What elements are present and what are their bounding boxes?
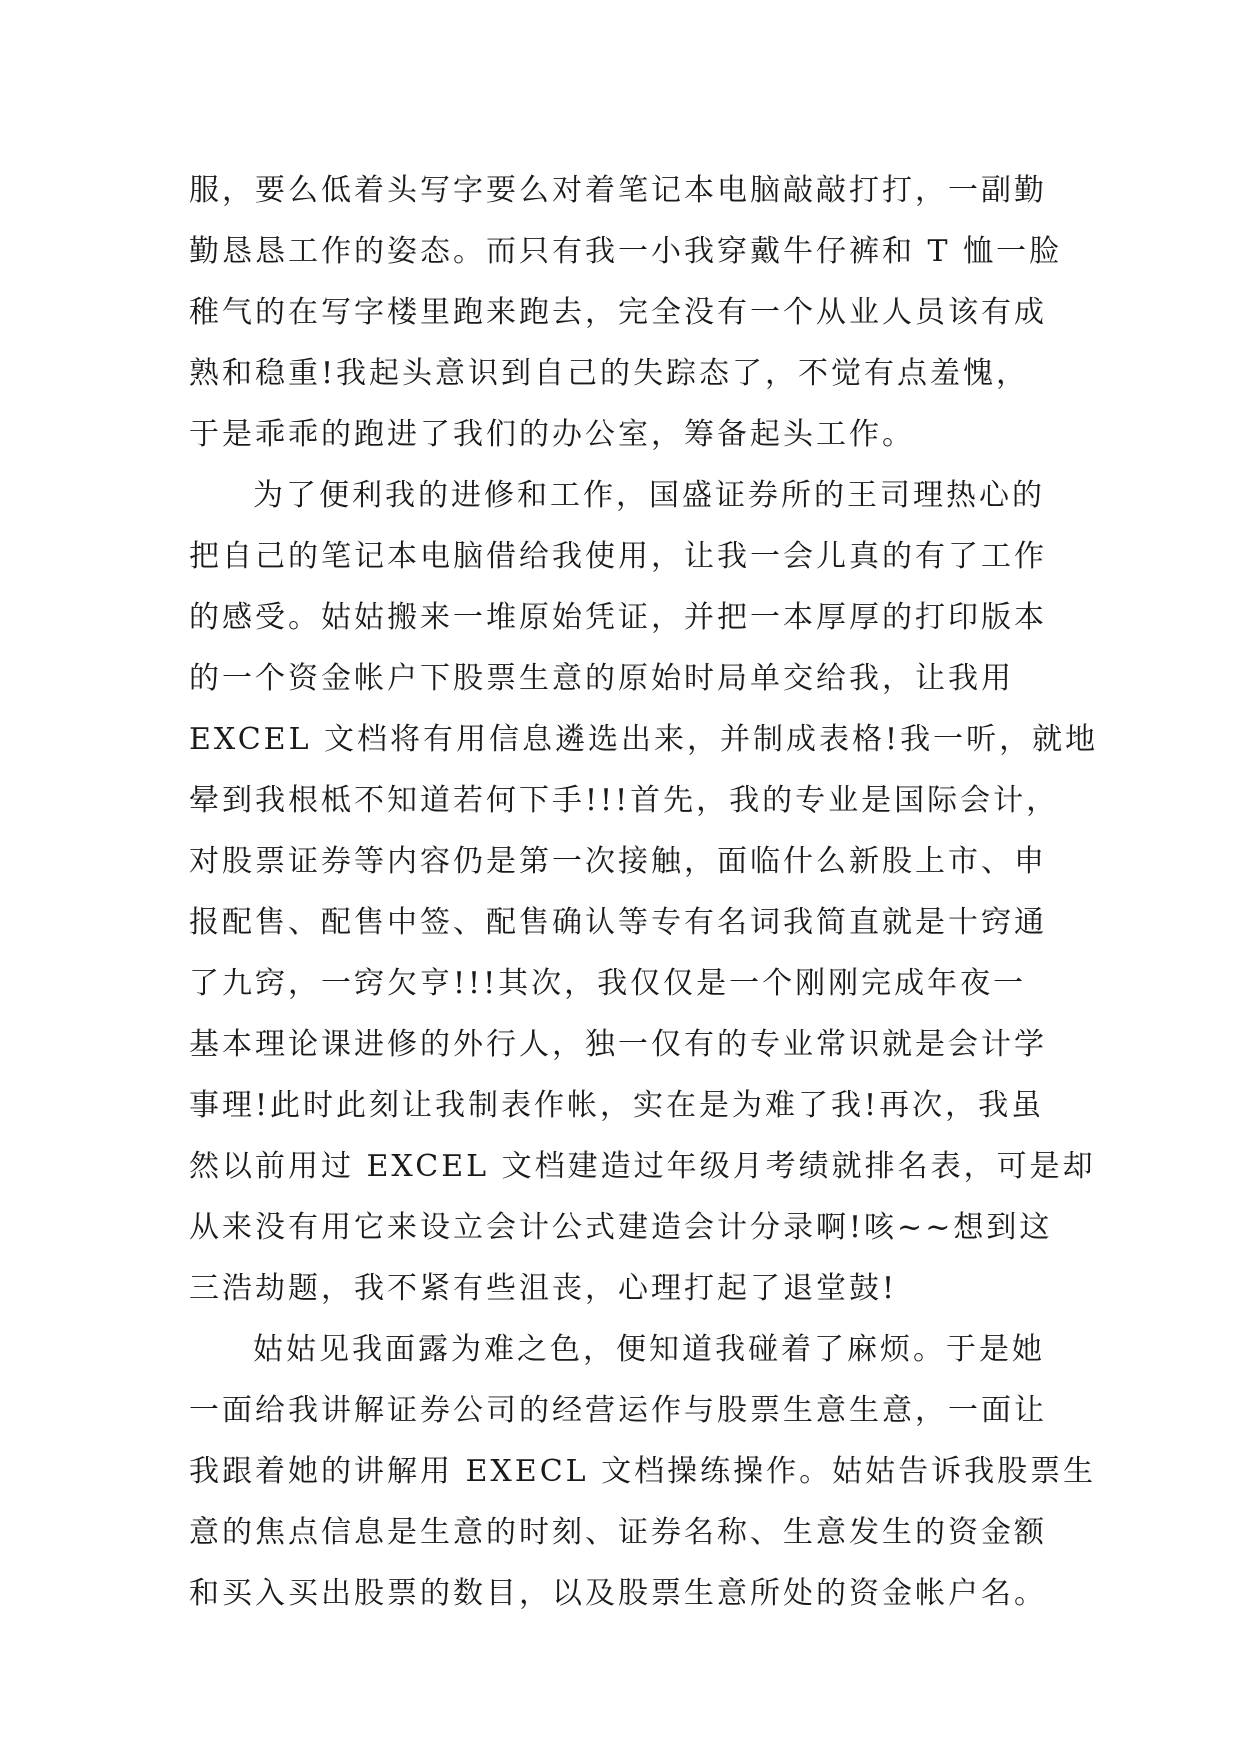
text-line: 三浩劫题，我不紧有些沮丧，心理打起了退堂鼓! xyxy=(189,1271,898,1306)
body-text xyxy=(189,160,1099,1624)
text-line: 把自己的笔记本电脑借给我使用，让我一会儿真的有了工作 xyxy=(189,539,1047,574)
text-line: 报配售、配售中签、配售确认等专有名词我简直就是十窍通 xyxy=(189,905,1047,940)
text-line: 服，要么低着头写字要么对着笔记本电脑敲敲打打，一副勤 xyxy=(189,173,1047,208)
text-line: 意的焦点信息是生意的时刻、证券名称、生意发生的资金额 xyxy=(189,1515,1047,1550)
text-line: 我跟着她的讲解用 EXECL 文档操练操作。姑姑告诉我股票生 xyxy=(189,1454,1097,1489)
text-line: 的一个资金帐户下股票生意的原始时局单交给我，让我用 xyxy=(189,661,1014,696)
text-line: 从来没有用它来设立会计公式建造会计分录啊!咳~~想到这 xyxy=(189,1210,1053,1245)
text-line: 对股票证券等内容仍是第一次接触，面临什么新股上市、申 xyxy=(189,844,1047,879)
text-line: 于是乖乖的跑进了我们的办公室，筹备起头工作。 xyxy=(189,417,915,452)
text-line: 熟和稳重!我起头意识到自己的失踪态了，不觉有点羞愧， xyxy=(189,356,1030,391)
text-line: 稚气的在写字楼里跑来跑去，完全没有一个从业人员该有成 xyxy=(189,295,1047,330)
text-line: 基本理论课进修的外行人，独一仅有的专业常识就是会计学 xyxy=(189,1027,1047,1062)
paragraph-first-line: 为了便利我的进修和工作，国盛证券所的王司理热心的 xyxy=(253,478,1045,513)
text-line: 一面给我讲解证券公司的经营运作与股票生意生意，一面让 xyxy=(189,1393,1047,1428)
paragraph-first-line: 姑姑见我面露为难之色，便知道我碰着了麻烦。于是她 xyxy=(253,1332,1045,1367)
text-line: 和买入买出股票的数目，以及股票生意所处的资金帐户名。 xyxy=(189,1576,1047,1611)
text-line: EXCEL 文档将有用信息遴选出来，并制成表格!我一听，就地 xyxy=(189,722,1099,757)
text-line: 事理!此时此刻让我制表作帐，实在是为难了我!再次，我虽 xyxy=(189,1088,1045,1123)
text-line: 的感受。姑姑搬来一堆原始凭证，并把一本厚厚的打印版本 xyxy=(189,600,1047,635)
text-line: 然以前用过 EXCEL 文档建造过年级月考绩就排名表，可是却 xyxy=(189,1149,1096,1184)
text-line: 了九窍，一窍欠亨!!!其次，我仅仅是一个刚刚完成年夜一 xyxy=(189,966,1027,1001)
text-line: 勤恳恳工作的姿态。而只有我一小我穿戴牛仔裤和 T 恤一脸 xyxy=(189,234,1063,269)
text-line: 晕到我根柢不知道若何下手!!!首先，我的专业是国际会计， xyxy=(189,783,1060,818)
